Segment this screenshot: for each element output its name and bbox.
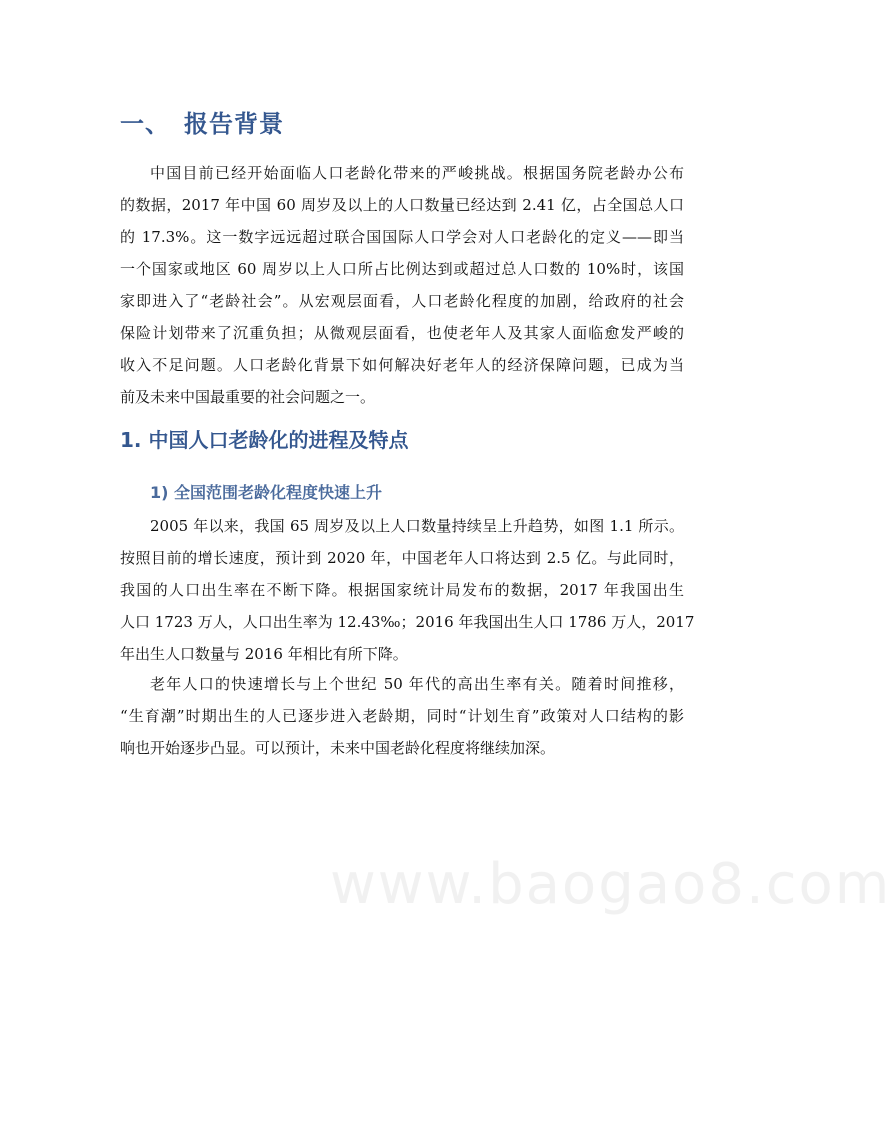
subsection-heading: 1. 中国人口老龄化的进程及特点 bbox=[120, 428, 409, 452]
paragraph-line: 我国的人口出生率在不断下降。根据国家统计局发布的数据，2017 年我国出生 bbox=[120, 581, 684, 599]
paragraph-line: 中国目前已经开始面临人口老龄化带来的严峻挑战。根据国务院老龄办公布 bbox=[150, 164, 684, 182]
paragraph-line: 前及未来中国最重要的社会问题之一。 bbox=[120, 388, 376, 406]
paragraph-line: 响也开始逐步凸显。可以预计，未来中国老龄化程度将继续加深。 bbox=[120, 739, 556, 757]
paragraph-line: “生育潮”时期出生的人已逐步进入老龄期，同时“计划生育”政策对人口结构的影 bbox=[120, 707, 684, 725]
paragraph-line: 一个国家或地区 60 周岁以上人口所占比例达到或超过总人口数的 10%时，该国 bbox=[120, 260, 684, 278]
watermark: www.baogao8.com bbox=[330, 852, 891, 917]
section-heading bbox=[120, 104, 284, 139]
paragraph-background bbox=[120, 157, 684, 413]
section-title: 报告背景 bbox=[184, 110, 284, 138]
paragraph-line: 年出生人口数量与 2016 年相比有所下降。 bbox=[120, 645, 408, 663]
paragraph-line: 家即进入了“老龄社会”。从宏观层面看，人口老龄化程度的加剧，给政府的社会 bbox=[120, 292, 684, 310]
paragraph-line: 收入不足问题。人口老龄化背景下如何解决好老年人的经济保障问题，已成为当 bbox=[120, 356, 684, 374]
section-number: 一、 bbox=[120, 110, 170, 138]
paragraph-line: 的 17.3%。这一数字远远超过联合国国际人口学会对人口老龄化的定义——即当 bbox=[120, 228, 684, 246]
paragraph-birth-rate bbox=[120, 668, 684, 764]
paragraph-line: 老年人口的快速增长与上个世纪 50 年代的高出生率有关。随着时间推移， bbox=[150, 675, 684, 693]
paragraph-line: 人口 1723 万人，人口出生率为 12.43‰；2016 年我国出生人口 1786 万人，2017 bbox=[120, 613, 695, 631]
paragraph-line: 2005 年以来，我国 65 周岁及以上人口数量持续呈上升趋势，如图 1.1 所示。 bbox=[150, 517, 684, 535]
paragraph-line: 的数据，2017 年中国 60 周岁及以上的人口数量已经达到 2.41 亿，占全国总人口 bbox=[120, 196, 684, 214]
paragraph-line: 保险计划带来了沉重负担；从微观层面看，也使老年人及其家人面临愈发严峻的 bbox=[120, 324, 684, 342]
paragraph-aging-trend bbox=[120, 510, 695, 670]
sub-subsection-heading: 1) 全国范围老龄化程度快速上升 bbox=[150, 483, 383, 502]
paragraph-line: 按照目前的增长速度，预计到 2020 年，中国老年人口将达到 2.5 亿。与此同时， bbox=[120, 549, 684, 567]
